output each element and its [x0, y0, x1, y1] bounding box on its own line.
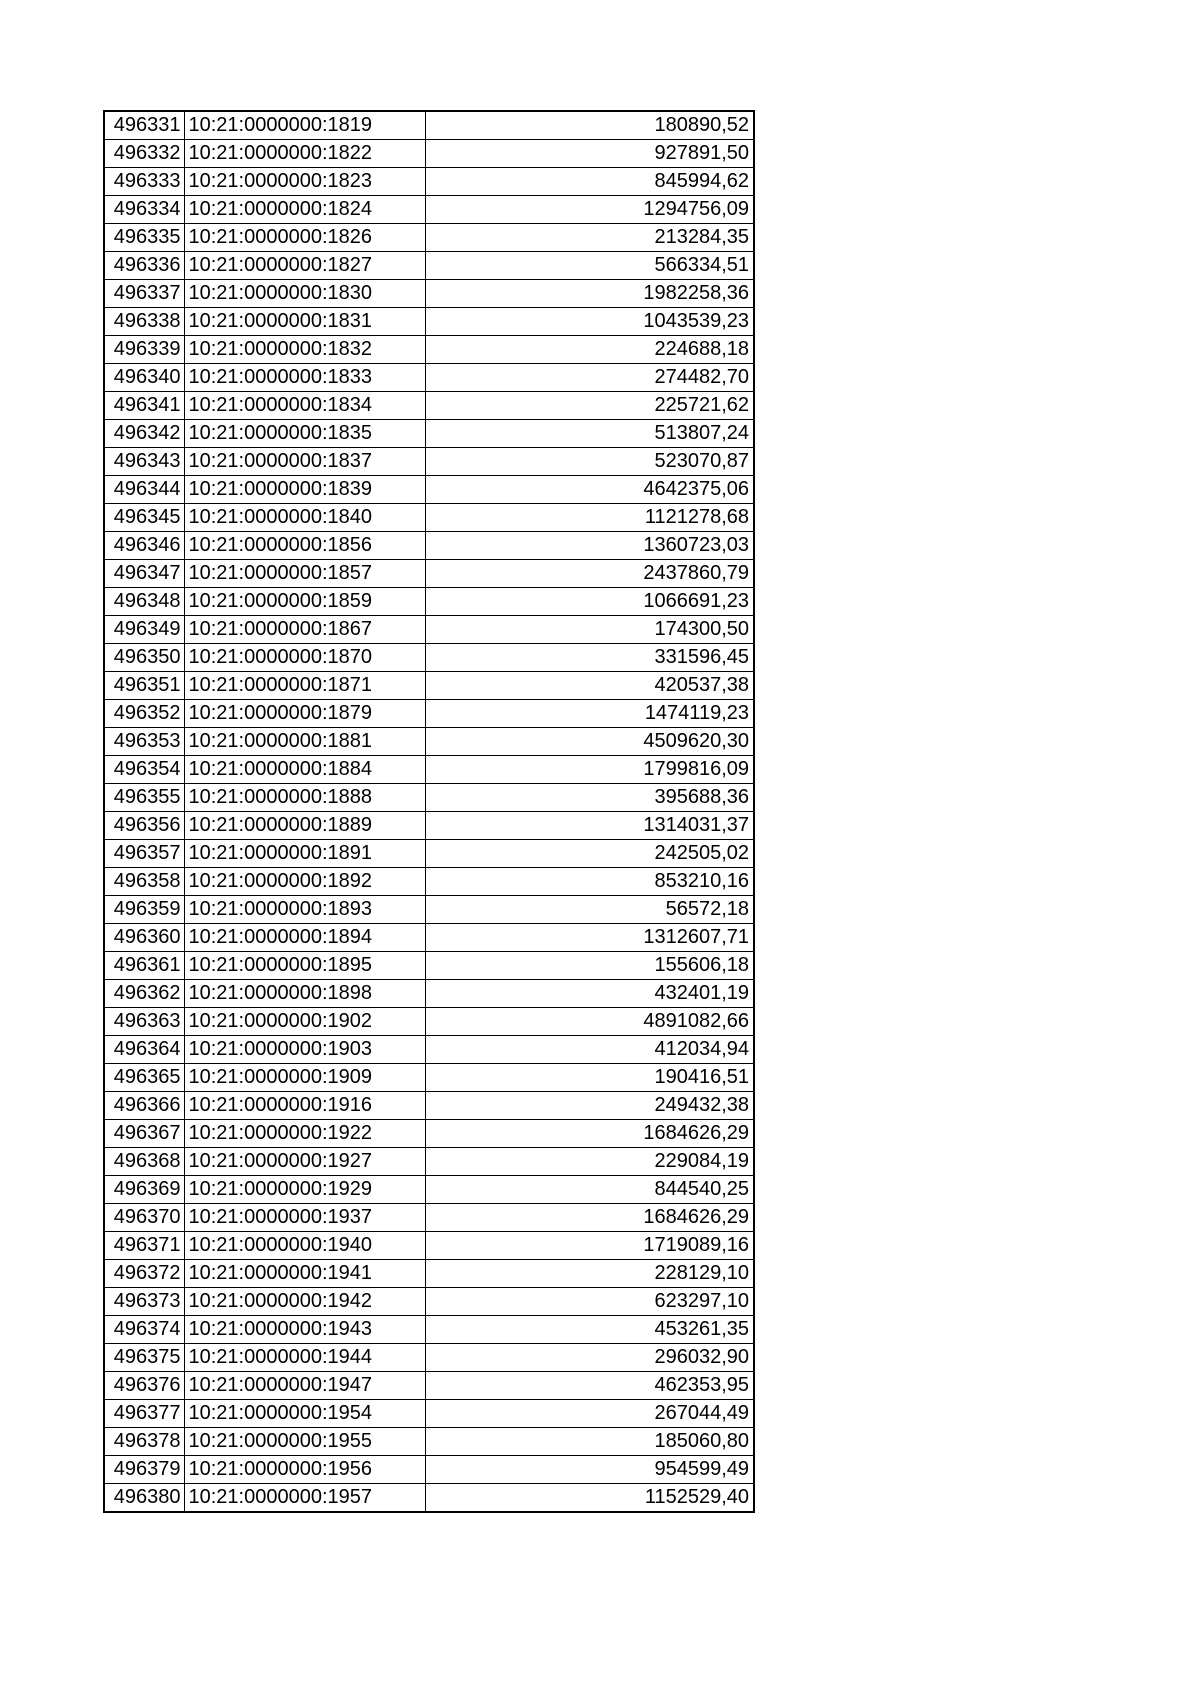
cadastral-number-cell: 10:21:0000000:1859 [184, 588, 425, 616]
row-id-cell: 496340 [104, 364, 184, 392]
table-row [104, 111, 754, 140]
cadastral-number-cell: 10:21:0000000:1839 [184, 476, 425, 504]
value-cell: 213284,35 [425, 224, 754, 252]
cadastral-number-cell: 10:21:0000000:1881 [184, 728, 425, 756]
value-cell: 566334,51 [425, 252, 754, 280]
cadastral-number-cell: 10:21:0000000:1892 [184, 868, 425, 896]
cadastral-number-cell: 10:21:0000000:1831 [184, 308, 425, 336]
cadastral-number-cell: 10:21:0000000:1888 [184, 784, 425, 812]
table-row [104, 532, 754, 560]
row-id-cell: 496361 [104, 952, 184, 980]
value-cell: 845994,62 [425, 168, 754, 196]
row-id-cell: 496331 [104, 111, 184, 140]
cadastral-number-cell: 10:21:0000000:1937 [184, 1204, 425, 1232]
row-id-cell: 496376 [104, 1372, 184, 1400]
row-id-cell: 496367 [104, 1120, 184, 1148]
table-row [104, 560, 754, 588]
table-row [104, 1428, 754, 1456]
table-row [104, 840, 754, 868]
value-cell: 267044,49 [425, 1400, 754, 1428]
table-row [104, 1176, 754, 1204]
table-row [104, 1064, 754, 1092]
row-id-cell: 496343 [104, 448, 184, 476]
value-cell: 412034,94 [425, 1036, 754, 1064]
table-row [104, 1288, 754, 1316]
cadastral-number-cell: 10:21:0000000:1955 [184, 1428, 425, 1456]
cadastral-number-cell: 10:21:0000000:1856 [184, 532, 425, 560]
row-id-cell: 496344 [104, 476, 184, 504]
cadastral-number-cell: 10:21:0000000:1940 [184, 1232, 425, 1260]
value-cell: 1982258,36 [425, 280, 754, 308]
row-id-cell: 496337 [104, 280, 184, 308]
row-id-cell: 496352 [104, 700, 184, 728]
cadastral-number-cell: 10:21:0000000:1823 [184, 168, 425, 196]
row-id-cell: 496359 [104, 896, 184, 924]
table-row [104, 616, 754, 644]
cadastral-number-cell: 10:21:0000000:1944 [184, 1344, 425, 1372]
row-id-cell: 496342 [104, 420, 184, 448]
table-row [104, 756, 754, 784]
cadastral-number-cell: 10:21:0000000:1941 [184, 1260, 425, 1288]
row-id-cell: 496369 [104, 1176, 184, 1204]
value-cell: 225721,62 [425, 392, 754, 420]
table-row [104, 476, 754, 504]
cadastral-number-cell: 10:21:0000000:1871 [184, 672, 425, 700]
row-id-cell: 496350 [104, 644, 184, 672]
table-row [104, 896, 754, 924]
value-cell: 1360723,03 [425, 532, 754, 560]
row-id-cell: 496333 [104, 168, 184, 196]
table-row [104, 140, 754, 168]
cadastral-number-cell: 10:21:0000000:1824 [184, 196, 425, 224]
row-id-cell: 496341 [104, 392, 184, 420]
value-cell: 395688,36 [425, 784, 754, 812]
row-id-cell: 496357 [104, 840, 184, 868]
table-row [104, 1204, 754, 1232]
value-cell: 1474119,23 [425, 700, 754, 728]
value-cell: 1121278,68 [425, 504, 754, 532]
table-row [104, 420, 754, 448]
value-cell: 513807,24 [425, 420, 754, 448]
table-row [104, 952, 754, 980]
row-id-cell: 496363 [104, 1008, 184, 1036]
value-cell: 1684626,29 [425, 1204, 754, 1232]
cadastral-number-cell: 10:21:0000000:1943 [184, 1316, 425, 1344]
value-cell: 249432,38 [425, 1092, 754, 1120]
table-row [104, 1232, 754, 1260]
table-row [104, 1092, 754, 1120]
row-id-cell: 496354 [104, 756, 184, 784]
cadastral-number-cell: 10:21:0000000:1834 [184, 392, 425, 420]
value-cell: 844540,25 [425, 1176, 754, 1204]
table-row [104, 1400, 754, 1428]
value-cell: 1043539,23 [425, 308, 754, 336]
row-id-cell: 496353 [104, 728, 184, 756]
value-cell: 296032,90 [425, 1344, 754, 1372]
table-row [104, 700, 754, 728]
table-row [104, 1260, 754, 1288]
data-table [103, 110, 755, 1513]
cadastral-number-cell: 10:21:0000000:1942 [184, 1288, 425, 1316]
table-row [104, 980, 754, 1008]
table-row [104, 1316, 754, 1344]
row-id-cell: 496345 [104, 504, 184, 532]
value-cell: 1152529,40 [425, 1484, 754, 1513]
value-cell: 432401,19 [425, 980, 754, 1008]
cadastral-number-cell: 10:21:0000000:1857 [184, 560, 425, 588]
table-row [104, 1456, 754, 1484]
cadastral-number-cell: 10:21:0000000:1922 [184, 1120, 425, 1148]
cadastral-number-cell: 10:21:0000000:1909 [184, 1064, 425, 1092]
cadastral-number-cell: 10:21:0000000:1898 [184, 980, 425, 1008]
value-cell: 4509620,30 [425, 728, 754, 756]
row-id-cell: 496347 [104, 560, 184, 588]
table-row [104, 1372, 754, 1400]
cadastral-number-cell: 10:21:0000000:1832 [184, 336, 425, 364]
cadastral-number-cell: 10:21:0000000:1830 [184, 280, 425, 308]
value-cell: 1799816,09 [425, 756, 754, 784]
cadastral-number-cell: 10:21:0000000:1826 [184, 224, 425, 252]
value-cell: 954599,49 [425, 1456, 754, 1484]
value-cell: 927891,50 [425, 140, 754, 168]
row-id-cell: 496377 [104, 1400, 184, 1428]
row-id-cell: 496338 [104, 308, 184, 336]
cadastral-number-cell: 10:21:0000000:1903 [184, 1036, 425, 1064]
row-id-cell: 496378 [104, 1428, 184, 1456]
value-cell: 56572,18 [425, 896, 754, 924]
value-cell: 1719089,16 [425, 1232, 754, 1260]
row-id-cell: 496372 [104, 1260, 184, 1288]
value-cell: 1684626,29 [425, 1120, 754, 1148]
table-row [104, 280, 754, 308]
cadastral-number-cell: 10:21:0000000:1929 [184, 1176, 425, 1204]
value-cell: 180890,52 [425, 111, 754, 140]
table-row [104, 812, 754, 840]
cadastral-number-cell: 10:21:0000000:1879 [184, 700, 425, 728]
table-row [104, 224, 754, 252]
row-id-cell: 496373 [104, 1288, 184, 1316]
cadastral-number-cell: 10:21:0000000:1895 [184, 952, 425, 980]
value-cell: 242505,02 [425, 840, 754, 868]
cadastral-number-cell: 10:21:0000000:1954 [184, 1400, 425, 1428]
value-cell: 1294756,09 [425, 196, 754, 224]
cadastral-number-cell: 10:21:0000000:1957 [184, 1484, 425, 1513]
row-id-cell: 496365 [104, 1064, 184, 1092]
cadastral-number-cell: 10:21:0000000:1837 [184, 448, 425, 476]
row-id-cell: 496336 [104, 252, 184, 280]
row-id-cell: 496351 [104, 672, 184, 700]
table-row [104, 1344, 754, 1372]
value-cell: 228129,10 [425, 1260, 754, 1288]
table-row [104, 784, 754, 812]
table-row [104, 336, 754, 364]
row-id-cell: 496346 [104, 532, 184, 560]
value-cell: 274482,70 [425, 364, 754, 392]
cadastral-number-cell: 10:21:0000000:1927 [184, 1148, 425, 1176]
row-id-cell: 496355 [104, 784, 184, 812]
row-id-cell: 496334 [104, 196, 184, 224]
cadastral-number-cell: 10:21:0000000:1916 [184, 1092, 425, 1120]
row-id-cell: 496370 [104, 1204, 184, 1232]
value-cell: 853210,16 [425, 868, 754, 896]
row-id-cell: 496358 [104, 868, 184, 896]
value-cell: 224688,18 [425, 336, 754, 364]
row-id-cell: 496366 [104, 1092, 184, 1120]
value-cell: 4891082,66 [425, 1008, 754, 1036]
table-row [104, 1484, 754, 1513]
table-row [104, 644, 754, 672]
row-id-cell: 496349 [104, 616, 184, 644]
value-cell: 185060,80 [425, 1428, 754, 1456]
row-id-cell: 496375 [104, 1344, 184, 1372]
cadastral-number-cell: 10:21:0000000:1840 [184, 504, 425, 532]
cadastral-number-cell: 10:21:0000000:1884 [184, 756, 425, 784]
row-id-cell: 496335 [104, 224, 184, 252]
row-id-cell: 496380 [104, 1484, 184, 1513]
cadastral-number-cell: 10:21:0000000:1894 [184, 924, 425, 952]
value-cell: 462353,95 [425, 1372, 754, 1400]
value-cell: 623297,10 [425, 1288, 754, 1316]
table-row [104, 252, 754, 280]
row-id-cell: 496360 [104, 924, 184, 952]
cadastral-number-cell: 10:21:0000000:1819 [184, 111, 425, 140]
table-row [104, 1148, 754, 1176]
table-row [104, 728, 754, 756]
table-row [104, 1008, 754, 1036]
value-cell: 2437860,79 [425, 560, 754, 588]
value-cell: 420537,38 [425, 672, 754, 700]
cadastral-number-cell: 10:21:0000000:1870 [184, 644, 425, 672]
table-row [104, 364, 754, 392]
table-row [104, 392, 754, 420]
row-id-cell: 496368 [104, 1148, 184, 1176]
table-row [104, 168, 754, 196]
value-cell: 155606,18 [425, 952, 754, 980]
table-row [104, 196, 754, 224]
table-row [104, 924, 754, 952]
table-body [104, 111, 754, 1512]
cadastral-number-cell: 10:21:0000000:1889 [184, 812, 425, 840]
row-id-cell: 496362 [104, 980, 184, 1008]
table-row [104, 1120, 754, 1148]
value-cell: 523070,87 [425, 448, 754, 476]
row-id-cell: 496339 [104, 336, 184, 364]
cadastral-number-cell: 10:21:0000000:1833 [184, 364, 425, 392]
cadastral-number-cell: 10:21:0000000:1893 [184, 896, 425, 924]
row-id-cell: 496371 [104, 1232, 184, 1260]
cadastral-number-cell: 10:21:0000000:1827 [184, 252, 425, 280]
row-id-cell: 496364 [104, 1036, 184, 1064]
row-id-cell: 496379 [104, 1456, 184, 1484]
table-row [104, 672, 754, 700]
row-id-cell: 496374 [104, 1316, 184, 1344]
value-cell: 229084,19 [425, 1148, 754, 1176]
table-row [104, 448, 754, 476]
value-cell: 4642375,06 [425, 476, 754, 504]
cadastral-number-cell: 10:21:0000000:1947 [184, 1372, 425, 1400]
value-cell: 1312607,71 [425, 924, 754, 952]
cadastral-number-cell: 10:21:0000000:1835 [184, 420, 425, 448]
cadastral-number-cell: 10:21:0000000:1902 [184, 1008, 425, 1036]
cadastral-number-cell: 10:21:0000000:1867 [184, 616, 425, 644]
value-cell: 190416,51 [425, 1064, 754, 1092]
row-id-cell: 496332 [104, 140, 184, 168]
table-row [104, 308, 754, 336]
value-cell: 174300,50 [425, 616, 754, 644]
value-cell: 453261,35 [425, 1316, 754, 1344]
row-id-cell: 496356 [104, 812, 184, 840]
table-row [104, 504, 754, 532]
cadastral-number-cell: 10:21:0000000:1822 [184, 140, 425, 168]
table-row [104, 1036, 754, 1064]
value-cell: 1314031,37 [425, 812, 754, 840]
row-id-cell: 496348 [104, 588, 184, 616]
cadastral-number-cell: 10:21:0000000:1956 [184, 1456, 425, 1484]
table-row [104, 868, 754, 896]
value-cell: 331596,45 [425, 644, 754, 672]
table-row [104, 588, 754, 616]
value-cell: 1066691,23 [425, 588, 754, 616]
cadastral-number-cell: 10:21:0000000:1891 [184, 840, 425, 868]
